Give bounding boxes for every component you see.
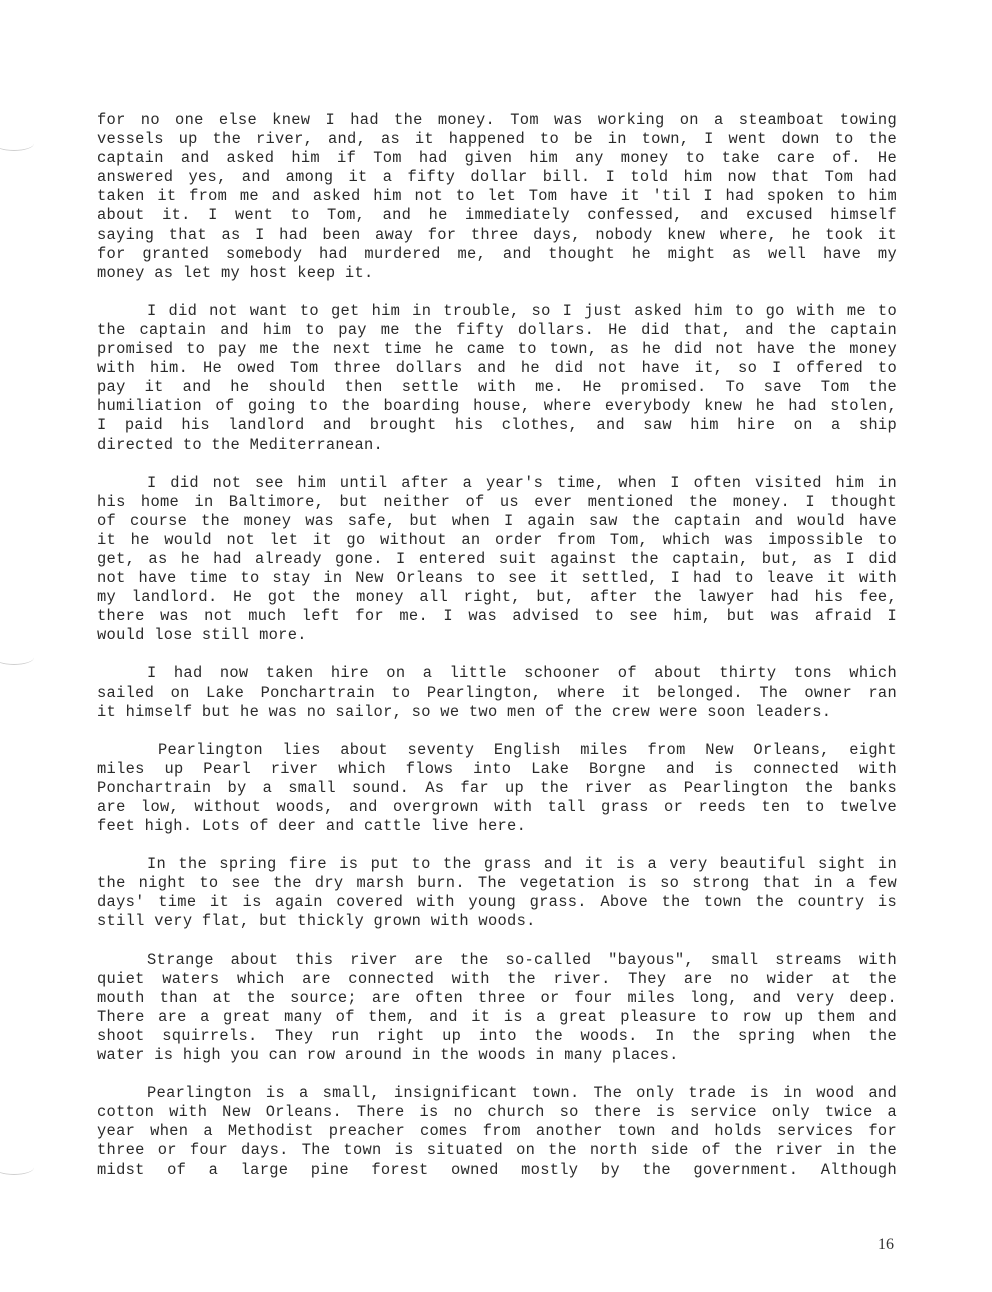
text-line: Pearlington lies about seventy English miles from New Orleans, eight — [158, 740, 897, 759]
text-line: answered yes, and among it a fifty dollar bill. I told him now that Tom had — [97, 168, 897, 187]
paragraph — [97, 474, 897, 646]
paragraph — [97, 951, 897, 1066]
text-line: still very flat, but thickly grown with woods. — [97, 912, 536, 931]
text-line: promised to pay me the next time he came to town, as he did not have the money — [97, 340, 897, 359]
text-line: sailed on Lake Ponchartrain to Pearlington, where it belonged. The owner ran — [97, 683, 897, 702]
binder-hole-mark — [0, 650, 34, 665]
text-line: Ponchartrain by a small sound. As far up the river as Pearlington the banks — [97, 778, 897, 797]
text-line: shoot squirrels. They run right up into the woods. In the spring when the — [97, 1026, 897, 1045]
text-line: it he would not let it go without an order from Tom, which was impossible to — [97, 530, 897, 549]
text-line: his home in Baltimore, but neither of us ever mentioned the money. I thought — [97, 492, 897, 511]
text-line: not have time to stay in New Orleans to see it settled, I had to leave it with — [97, 569, 897, 588]
text-line: saying that as I had been away for three days, nobody knew where, he took it — [97, 225, 897, 244]
text-line: humiliation of going to the boarding house, where everybody knew he had stolen, — [97, 397, 897, 416]
text-line: of course the money was safe, but when I again saw the captain and would have — [97, 511, 897, 530]
paragraph — [97, 1084, 897, 1179]
text-line: days' time it is again covered with young grass. Above the town the country is — [97, 893, 897, 912]
text-line: mouth than at the source; are often three or four miles long, and very deep. — [97, 988, 897, 1007]
body-text — [97, 111, 897, 1180]
text-line: three or four days. The town is situated on the north side of the river in the — [97, 1141, 897, 1160]
text-line: my landlord. He got the money all right, but, after the lawyer had his fee, — [97, 588, 897, 607]
text-line: money as let my host keep it. — [97, 263, 374, 282]
paragraph — [97, 111, 897, 283]
text-line: for no one else knew I had the money. Tom was working on a steamboat towing — [97, 111, 897, 129]
text-line: vessels up the river, and, as it happened to be in town, I went down to the — [97, 130, 897, 149]
text-line: miles up Pearl river which flows into Lake Borgne and is connected with — [97, 759, 897, 778]
text-line: There are a great many of them, and it is a great pleasure to row up them and — [97, 1007, 897, 1026]
text-line: the night to see the dry marsh burn. The vegetation is so strong that in a few — [97, 874, 897, 893]
paragraph — [97, 302, 897, 455]
text-line: directed to the Mediterranean. — [97, 435, 384, 454]
text-line: feet high. Lots of deer and cattle live here. — [97, 817, 527, 836]
text-line: quiet waters which are connected with the river. They are no wider at the — [97, 969, 897, 988]
paragraph — [97, 741, 897, 836]
text-line: taken it from me and asked him not to let Tom have it 'til I had spoken to him — [97, 187, 897, 206]
text-line: midst of a large pine forest owned mostly by the government. Although — [97, 1160, 897, 1179]
text-line: water is high you can row around in the woods in many places. — [97, 1046, 679, 1065]
text-line: pay it and he should then settle with me. He promised. To save Tom the — [97, 378, 897, 397]
text-line: would lose still more. — [97, 626, 307, 645]
text-line: are low, without woods, and overgrown with tall grass or reeds ten to twelve — [97, 798, 897, 816]
text-line: Pearlington is a small, insignificant town. The only trade is in wood and — [147, 1084, 897, 1103]
page-number: 16 — [878, 1236, 894, 1253]
paragraph — [97, 855, 897, 931]
text-line: I paid his landlord and brought his clothes, and saw him hire on a ship — [97, 416, 897, 435]
text-line: year when a Methodist preacher comes from another town and holds services for — [97, 1122, 897, 1141]
text-line: cotton with New Orleans. There is no church so there is service only twice a — [97, 1103, 897, 1122]
text-line: get, as he had already gone. I entered suit against the captain, but, as I did — [97, 549, 897, 568]
paragraph — [97, 664, 897, 721]
text-line: the captain and him to pay me the fifty dollars. He did that, and the captain — [97, 320, 897, 339]
text-line: In the spring fire is put to the grass and it is a very beautiful sight in — [147, 855, 897, 874]
binder-hole-mark — [0, 1160, 34, 1175]
text-line: captain and asked him if Tom had given him any money to take care of. He — [97, 149, 897, 168]
text-line: I had now taken hire on a little schooner of about thirty tons which — [147, 664, 897, 683]
text-line: I did not want to get him in trouble, so I just asked him to go with me to — [147, 301, 897, 320]
text-line: about it. I went to Tom, and he immediately confessed, and excused himself — [97, 206, 897, 225]
binder-hole-mark — [0, 136, 34, 151]
text-line: with him. He owed Tom three dollars and he did not have it, so I offered to — [97, 359, 897, 378]
text-line: I did not see him until after a year's time, when I often visited him in — [147, 473, 897, 492]
text-line: for granted somebody had murdered me, and thought he might as well have my — [97, 244, 897, 263]
text-line: it himself but he was no sailor, so we two men of the crew were soon leaders. — [97, 702, 832, 721]
text-line: Strange about this river are the so-called "bayous", small streams with — [147, 950, 897, 969]
text-line: there was not much left for me. I was advised to see him, but was afraid I — [97, 607, 897, 626]
